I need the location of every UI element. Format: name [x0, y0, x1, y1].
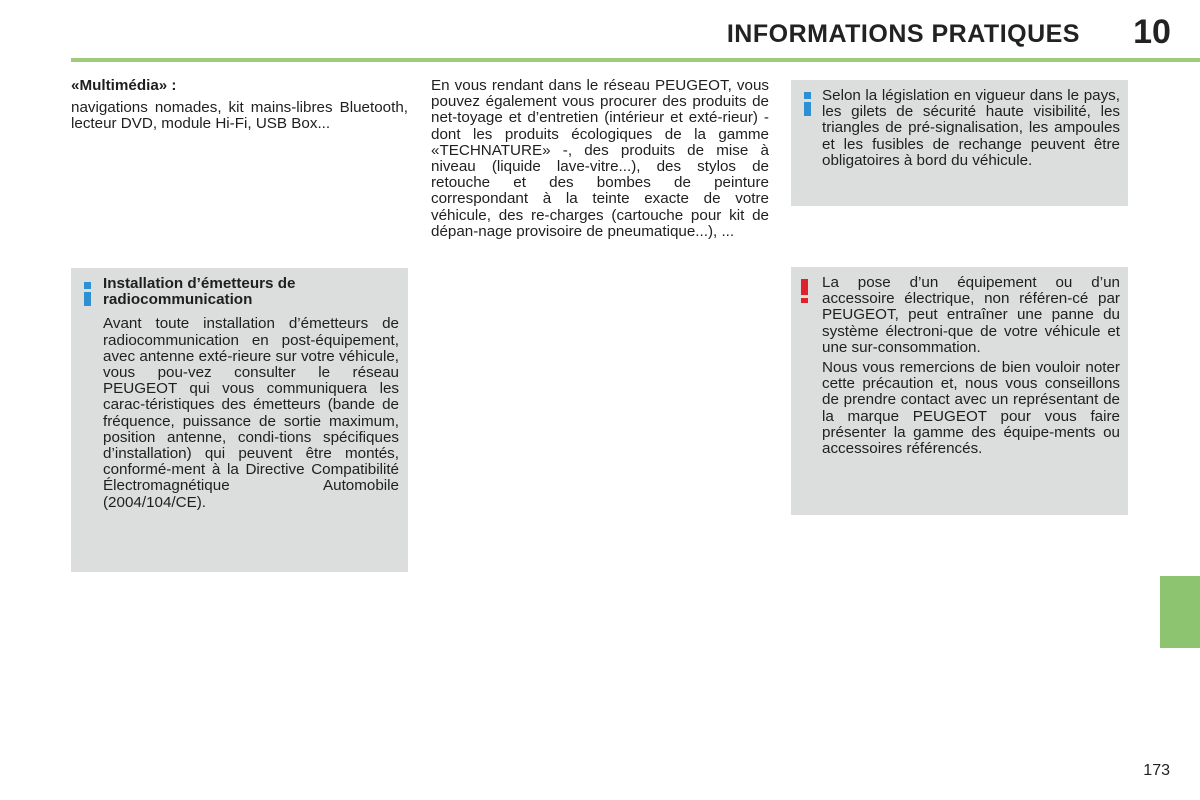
multimedia-subtitle: «Multimédia» : — [71, 77, 177, 94]
column-multimedia — [71, 78, 408, 133]
column-products — [431, 78, 769, 240]
chapter-number: 10 — [1133, 13, 1171, 51]
note-warning — [791, 267, 1128, 515]
page-number: 173 — [1143, 762, 1170, 779]
note-legislation — [791, 80, 1128, 206]
chapter-tab — [1160, 576, 1200, 648]
multimedia-text: navigations nomades, kit mains-libres Bluetooth, lecteur DVD, module Hi-Fi, USB Box... — [71, 99, 408, 133]
header-rule — [71, 58, 1200, 62]
note-warning-text-1: La pose d’un équipement ou d’un accessoire électrique, non référen-cé par PEUGEOT, peut entraîner une panne du système électroni-que de votre véhicule et une sur-consommation. — [822, 274, 1120, 356]
note-warning-text-2: Nous vous remercions de bien vouloir noter cette précaution et, nous vous conseillons de prendre contact avec un représentant de la marque PEUGEOT pour vous faire présenter la gamme des équipe-ments ou accessoires référencés. — [822, 359, 1120, 458]
note-radio-heading: Installation d’émetteurs de radiocommunication — [103, 275, 296, 309]
note-legislation-text: Selon la législation en vigueur dans le pays, les gilets de sécurité haute visibilité, les triangles de pré-signalisation, les ampoules et les fusibles de rechange peuvent être obligatoires à bord du véhicule. — [822, 87, 1120, 169]
page-title: INFORMATIONS PRATIQUES — [726, 20, 1080, 48]
products-text: En vous rendant dans le réseau PEUGEOT, vous pouvez également vous procurer des produits de net-toyage et d’entretien (intérieur et exté-rieur) - dont les produits écologiques de la gamme «TECHNATURE» -, des produits de mise à niveau (liquide lave-vitre...), des stylos de retouche et des bombes de peinture correspondant à la teinte exacte de votre véhicule, des re-charges (cartouche pour kit de dépan-nage provisoire de pneumatique...), ... — [431, 77, 769, 240]
note-radio-text: Avant toute installation d’émetteurs de radiocommunication en post-équipement, avec antenne exté-rieure sur votre véhicule, vous pou-vez consulter le réseau PEUGEOT qui vous communiquera les carac-téristiques des émetteurs (bande de fréquence, puissance de sortie maximum, position antenne, condi-tions spécifiques d’installation) qui peuvent être montés, conformé-ment à la Directive Compatibilité Électromagnétique Automobile (2004/104/CE). — [103, 315, 399, 511]
note-radio-transmitters — [71, 268, 408, 572]
